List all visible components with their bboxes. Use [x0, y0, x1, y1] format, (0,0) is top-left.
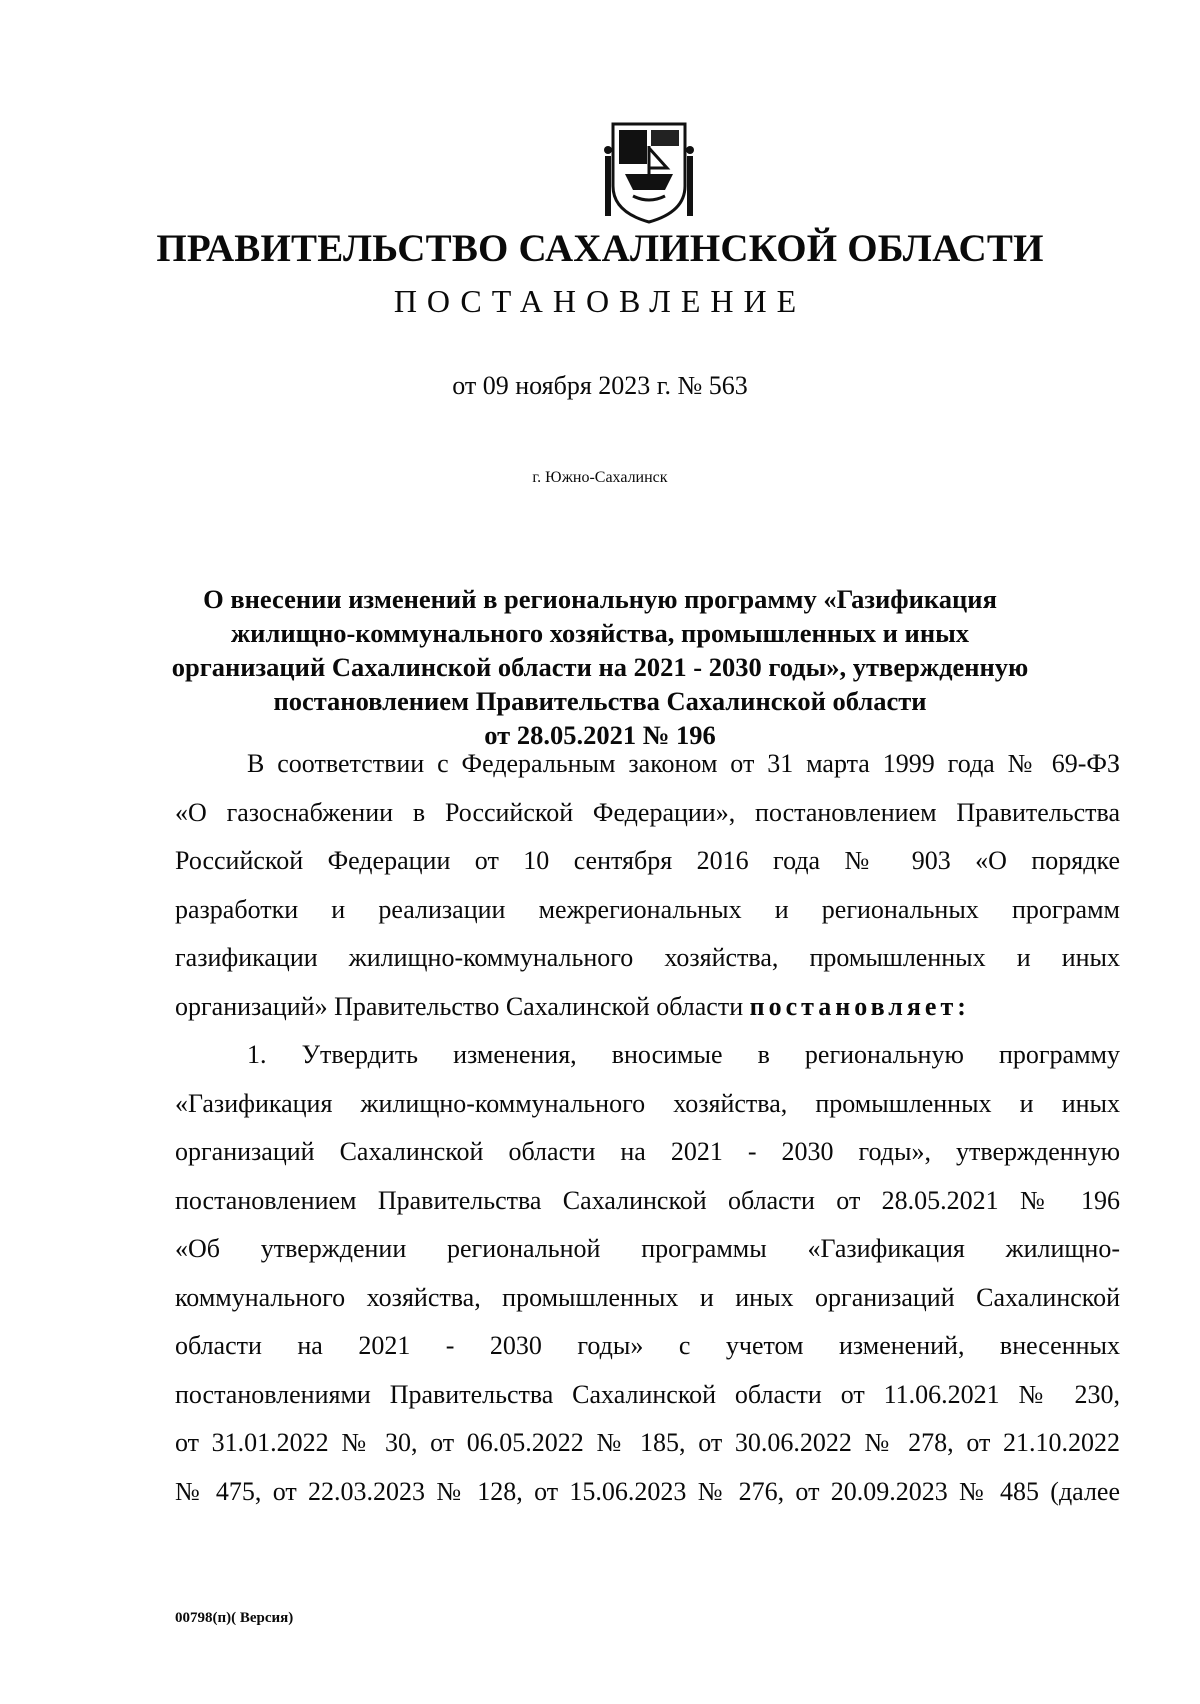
decree-word: постановляет: — [749, 991, 970, 1021]
clause-line: от 31.01.2022 № 30, от 06.05.2022 № 185, от 30.06.2022 № 278, от 21.10.2022 — [175, 1428, 1120, 1457]
subject-line: жилищно-коммунального хозяйства, промышленных и иных — [230, 618, 970, 648]
preamble-line: В соответствии с Федеральным законом от 31 марта 1999 года № 69-ФЗ — [247, 749, 1120, 778]
emblem — [603, 116, 695, 226]
preamble-line — [175, 983, 1120, 1032]
clause-line: 1. Утвердить изменения, вносимые в региональную программу — [247, 1040, 1120, 1069]
document-city: г. Южно-Сахалинск — [532, 469, 668, 486]
subject-line: организаций Сахалинской области на 2021 - 2030 годы», утвержденную — [171, 652, 1029, 682]
clause-line: коммунального хозяйства, промышленных и иных организаций Сахалинской — [175, 1282, 1120, 1312]
subject-line: О внесении изменений в региональную программу «Газификация — [203, 584, 997, 614]
clause-line: организаций Сахалинской области на 2021 - 2030 годы», утвержденную — [175, 1137, 1120, 1166]
clause-line: «Об утверждении региональной программы «Газификация жилищно- — [175, 1234, 1120, 1263]
clause-line: № 475, от 22.03.2023 № 128, от 15.06.2023 № 276, от 20.09.2023 № 485 (далее — [175, 1476, 1120, 1506]
subject-line: от 28.05.2021 № 196 — [484, 720, 716, 750]
preamble-last-line: организаций» Правительство Сахалинской области — [175, 991, 744, 1021]
clause-1-paragraph — [175, 1031, 1120, 1516]
document-subject — [150, 582, 1050, 752]
document-date-number: от 09 ноября 2023 г. № 563 — [452, 371, 748, 400]
footer-document-code: 00798(п)( Версия) — [175, 1610, 294, 1626]
preamble-paragraph — [175, 740, 1120, 1031]
subject-line: постановлением Правительства Сахалинской области — [273, 686, 927, 716]
clause-line: постановлением Правительства Сахалинской области от 28.05.2021 № 196 — [175, 1185, 1120, 1215]
document-type: ПОСТАНОВЛЕНИЕ — [393, 283, 807, 319]
clause-line: области на 2021 - 2030 годы» с учетом изменений, внесенных — [175, 1331, 1120, 1360]
preamble-line: газификации жилищно-коммунального хозяйства, промышленных и иных — [175, 943, 1120, 972]
clause-line: постановлениями Правительства Сахалинской области от 11.06.2021 № 230, — [175, 1379, 1120, 1409]
government-title: ПРАВИТЕЛЬСТВО САХАЛИНСКОЙ ОБЛАСТИ — [156, 227, 1044, 270]
preamble-line: «О газоснабжении в Российской Федерации», постановлением Правительства — [175, 797, 1120, 827]
preamble-line: разработки и реализации межрегиональных и региональных программ — [175, 894, 1120, 924]
preamble-line: Российской Федерации от 10 сентября 2016 года № 903 «О порядке — [175, 846, 1120, 875]
clause-line: «Газификация жилищно-коммунального хозяйства, промышленных и иных — [175, 1088, 1120, 1118]
coat-of-arms-icon — [603, 116, 695, 226]
